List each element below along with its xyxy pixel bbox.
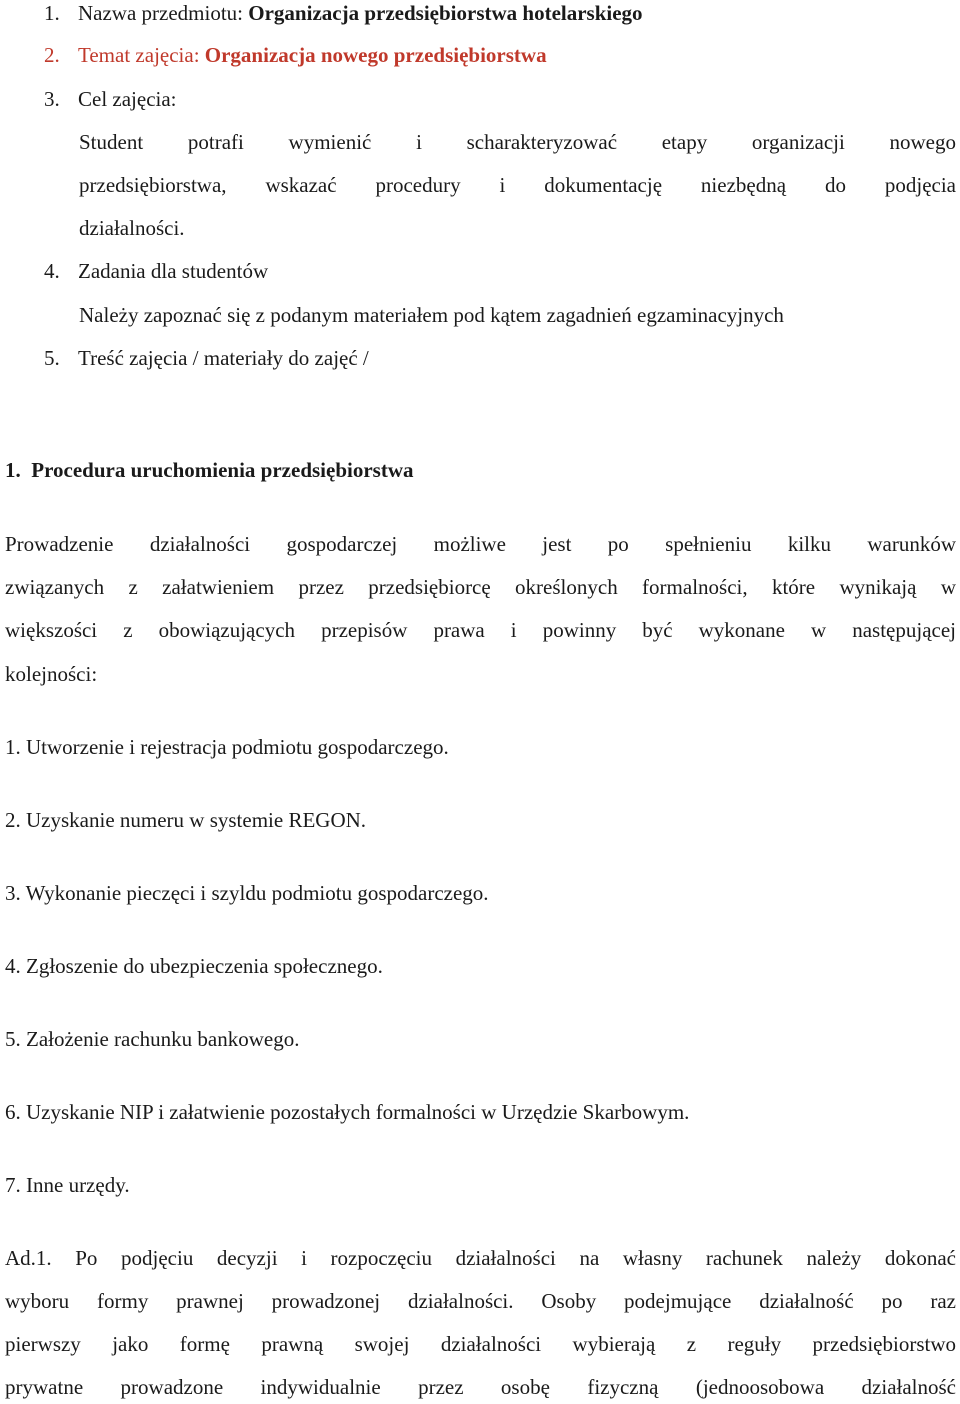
step-item: 7. Inne urzędy. xyxy=(5,1173,130,1197)
goal-text-line: działalności. xyxy=(79,216,185,240)
topic-value: Organizacja nowego przedsiębiorstwa xyxy=(204,43,547,67)
header-item-3 xyxy=(44,87,177,112)
header-item-4 xyxy=(44,259,268,284)
content-label: Treść zajęcia / materiały do zajęć / xyxy=(78,346,369,370)
ad1-line: pierwszy jako formę prawną swojej działalności wybierają z reguły przedsiębiorstwo xyxy=(5,1332,956,1356)
tasks-label: Zadania dla studentów xyxy=(78,259,269,283)
step-item: 6. Uzyskanie NIP i załatwienie pozostałych formalności w Urzędzie Skarbowym. xyxy=(5,1100,690,1124)
ad1-line: prywatne prowadzone indywidualnie przez osobę fizyczną (jednoosobowa działalność xyxy=(5,1375,956,1399)
item-number: 1. xyxy=(44,1,60,25)
section-heading: 1. Procedura uruchomienia przedsiębiorstwa xyxy=(5,458,414,482)
step-item: 3. Wykonanie pieczęci i szyldu podmiotu gospodarczego. xyxy=(5,881,489,905)
ad1-line: wyboru formy prawnej prowadzonej działalności. Osoby podejmujące działalność po raz xyxy=(5,1289,956,1313)
intro-line: większości z obowiązujących przepisów prawa i powinny być wykonane w następującej xyxy=(5,618,956,642)
goal-text-line: Student potrafi wymienić i scharakteryzować etapy organizacji nowego xyxy=(79,130,956,154)
intro-line: Prowadzenie działalności gospodarczej możliwe jest po spełnieniu kilku warunków xyxy=(5,532,956,556)
goal-text-line: przedsiębiorstwa, wskazać procedury i dokumentację niezbędną do podjęcia xyxy=(79,173,956,197)
intro-line: kolejności: xyxy=(5,662,98,686)
header-item-5 xyxy=(44,346,369,371)
item-number: 5. xyxy=(44,346,60,370)
item-number: 3. xyxy=(44,87,60,111)
step-item: 4. Zgłoszenie do ubezpieczenia społecznego. xyxy=(5,954,383,978)
intro-line: związanych z załatwieniem przez przedsiębiorcę określonych formalności, które wynikają w xyxy=(5,575,956,599)
item-number: 4. xyxy=(44,259,60,283)
item-number: 2. xyxy=(44,43,60,67)
header-item-1 xyxy=(44,1,643,26)
goal-label: Cel zajęcia: xyxy=(78,87,177,111)
step-item: 1. Utworzenie i rejestracja podmiotu gospodarczego. xyxy=(5,735,449,759)
subject-value: Organizacja przedsiębiorstwa hotelarskiego xyxy=(248,1,643,25)
tasks-text: Należy zapoznać się z podanym materiałem pod kątem zagadnień egzaminacyjnych xyxy=(79,303,784,327)
header-item-2 xyxy=(44,43,547,68)
subject-label: Nazwa przedmiotu: xyxy=(78,1,249,25)
step-item: 2. Uzyskanie numeru w systemie REGON. xyxy=(5,808,367,832)
step-item: 5. Założenie rachunku bankowego. xyxy=(5,1027,300,1051)
ad1-line: Ad.1. Po podjęciu decyzji i rozpoczęciu działalności na własny rachunek należy dokonać xyxy=(5,1246,956,1270)
topic-label: Temat zajęcia: xyxy=(78,43,205,67)
